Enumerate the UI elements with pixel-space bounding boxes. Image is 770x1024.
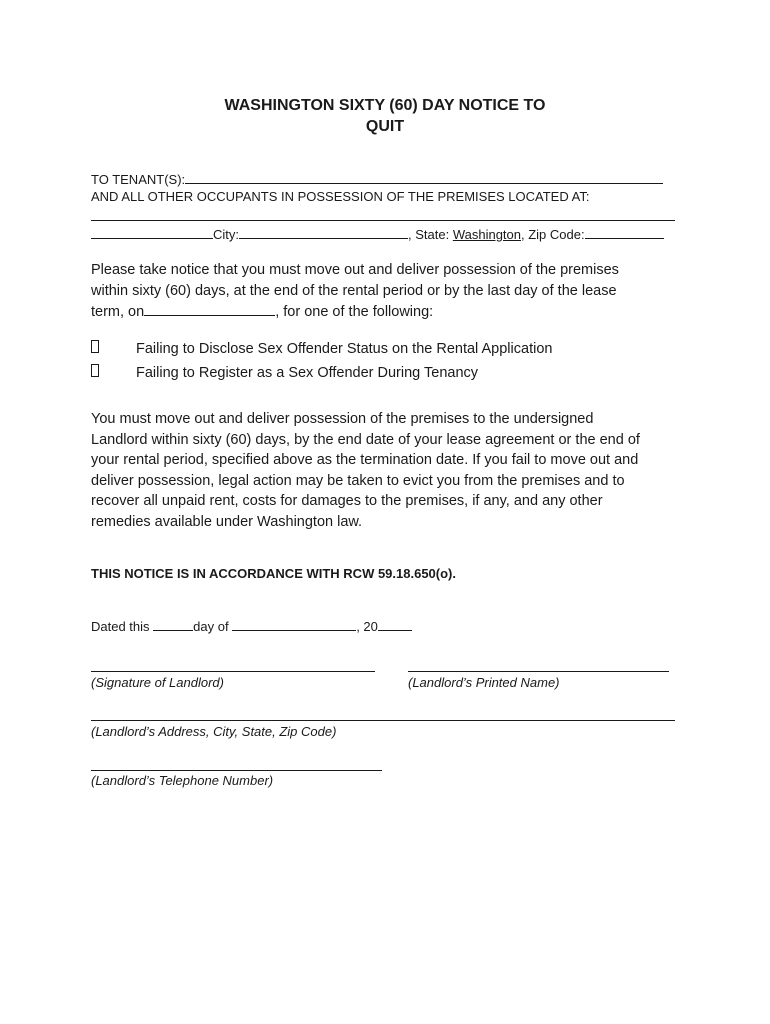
state-value: Washington bbox=[452, 227, 521, 242]
for-one-of-label: , for one of the following: bbox=[275, 304, 434, 320]
city-field[interactable] bbox=[239, 225, 408, 239]
option-row[interactable] bbox=[91, 363, 478, 384]
paragraph-line: Landlord within sixty (60) days, by the end date of your lease agreement or the end of bbox=[91, 431, 640, 448]
zip-label: , Zip Code: bbox=[521, 227, 585, 242]
paragraph-line: recover all unpaid rent, costs for damages to the premises, if any, and any other bbox=[91, 493, 603, 509]
landlord-telephone-line[interactable] bbox=[91, 770, 382, 771]
landlord-printed-name-line[interactable] bbox=[408, 671, 669, 672]
notice-line bbox=[91, 301, 691, 323]
notice-line: within sixty (60) days, at the end of the rental period or by the last day of the lease bbox=[91, 282, 617, 299]
dated-row bbox=[91, 617, 412, 634]
zip-field[interactable] bbox=[585, 225, 664, 239]
to-tenants-row bbox=[91, 170, 663, 187]
termination-date-field[interactable] bbox=[144, 301, 275, 316]
occupants-label: AND ALL OTHER OCCUPANTS IN POSSESSION OF THE PREMISES LOCATED AT: bbox=[91, 189, 590, 204]
dated-this-label: Dated this bbox=[91, 619, 154, 634]
premises-address-field[interactable] bbox=[91, 220, 675, 221]
landlord-address-line[interactable] bbox=[91, 720, 675, 721]
paragraph-line: deliver possession, legal action may be taken to evict you from the premises and to bbox=[91, 472, 625, 489]
city-label: City: bbox=[213, 227, 239, 242]
year-field[interactable] bbox=[378, 617, 412, 631]
accordance-notice: THIS NOTICE IS IN ACCORDANCE WITH RCW 59.18.650(o). bbox=[91, 566, 456, 581]
paragraph-line: your rental period, specified above as the termination date. If you fail to move out and bbox=[91, 452, 639, 468]
checkbox-icon[interactable] bbox=[91, 340, 99, 353]
option-label: Failing to Register as a Sex Offender During Tenancy bbox=[136, 365, 479, 381]
option-label: Failing to Disclose Sex Offender Status on the Rental Application bbox=[136, 341, 553, 357]
day-field[interactable] bbox=[153, 617, 193, 631]
day-of-label: day of bbox=[193, 619, 233, 634]
document-title-line1: WASHINGTON SIXTY (60) DAY NOTICE TO bbox=[224, 97, 546, 114]
main-paragraph bbox=[91, 409, 691, 532]
landlord-signature-line[interactable] bbox=[91, 671, 375, 672]
tenant-names-field[interactable] bbox=[185, 170, 663, 184]
document-title-line2: QUIT bbox=[365, 118, 405, 135]
state-label: , State: bbox=[408, 227, 450, 242]
paragraph-line: You must move out and deliver possession of the premises to the undersigned bbox=[91, 411, 594, 427]
landlord-signature-label: (Signature of Landlord) bbox=[91, 675, 224, 690]
landlord-telephone-label: (Landlord’s Telephone Number) bbox=[91, 773, 274, 788]
notice-line: Please take notice that you must move out and deliver possession of the premises bbox=[91, 262, 619, 278]
street-field[interactable] bbox=[91, 225, 213, 239]
option-row[interactable] bbox=[91, 339, 552, 360]
city-state-zip-row bbox=[91, 225, 664, 242]
to-tenants-label: TO TENANT(S): bbox=[91, 172, 186, 187]
landlord-address-label: (Landlord’s Address, City, State, Zip Code) bbox=[91, 724, 337, 739]
month-field[interactable] bbox=[232, 617, 356, 631]
year-prefix-label: , 20 bbox=[356, 619, 378, 634]
checkbox-icon[interactable] bbox=[91, 364, 99, 377]
notice-paragraph bbox=[91, 260, 691, 323]
term-on-label: term, on bbox=[91, 304, 145, 320]
paragraph-line: remedies available under Washington law. bbox=[91, 513, 363, 530]
landlord-printed-name-label: (Landlord’s Printed Name) bbox=[408, 675, 560, 690]
